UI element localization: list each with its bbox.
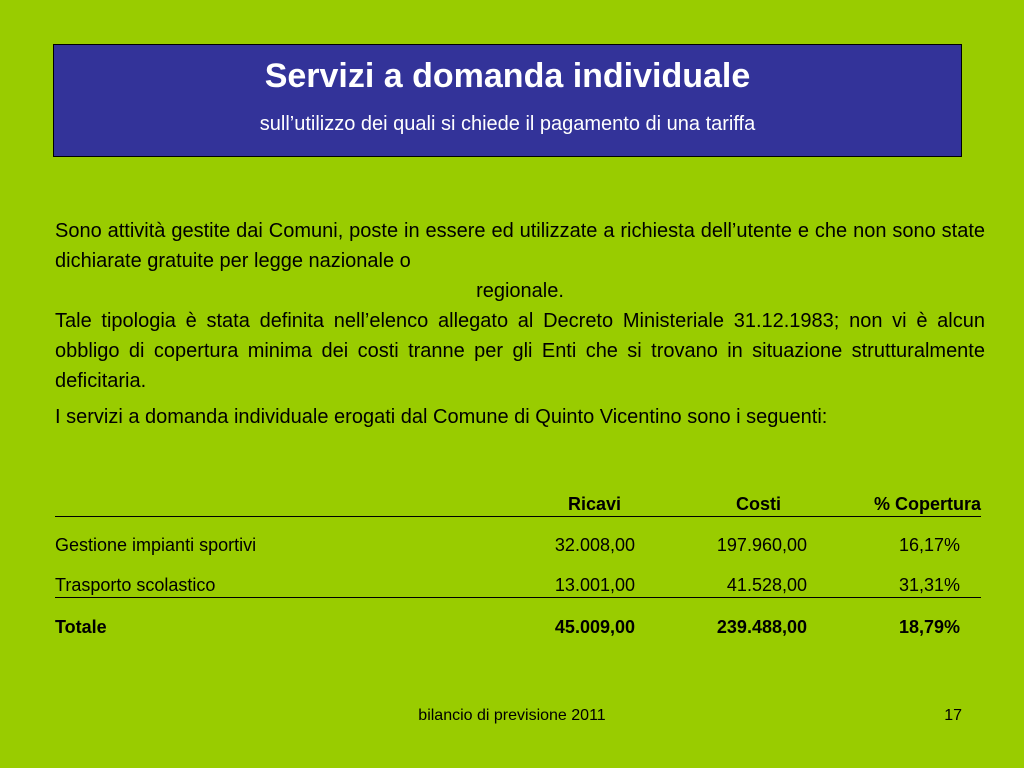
row-label: Trasporto scolastico	[55, 575, 216, 595]
table-row	[55, 573, 981, 598]
paragraph-1-end: regionale.	[476, 280, 564, 302]
row-ricavi: 32.008,00	[554, 535, 635, 555]
table-row	[55, 533, 981, 557]
row-copertura: 16,17%	[898, 535, 960, 555]
table-header	[55, 492, 981, 517]
header-copertura: % Copertura	[873, 494, 981, 514]
row-copertura: 18,79%	[898, 617, 960, 637]
page-number: 17	[944, 707, 962, 724]
body-text	[55, 216, 985, 432]
table-row-total	[55, 615, 981, 639]
row-ricavi: 45.009,00	[554, 617, 635, 637]
slide-title: Servizi a domanda individuale	[264, 57, 751, 95]
row-label: Gestione impianti sportivi	[55, 535, 257, 555]
row-label: Totale	[55, 617, 107, 637]
row-costi: 239.488,00	[716, 617, 807, 637]
slide-subtitle: sull’utilizzo dei quali si chiede il pagamento di una tariffa	[259, 113, 756, 135]
header-costi: Costi	[736, 494, 781, 514]
row-costi: 197.960,00	[716, 535, 807, 555]
title-box	[53, 44, 962, 157]
row-costi: 41.528,00	[726, 575, 807, 595]
paragraph-1: Sono attività gestite dai Comuni, poste in essere ed utilizzate a richiesta dell’utente e che non sono state dichiarate gratuite per legge nazionale o	[55, 220, 985, 272]
paragraph-3: I servizi a domanda individuale erogati dal Comune di Quinto Vicentino sono i seguenti:	[55, 406, 828, 428]
footer-caption: bilancio di previsione 2011	[418, 707, 606, 724]
row-ricavi: 13.001,00	[554, 575, 635, 595]
row-copertura: 31,31%	[898, 575, 960, 595]
paragraph-2: Tale tipologia è stata definita nell’elenco allegato al Decreto Ministeriale 31.12.1983; non vi è alcun obbligo di copertura minima dei costi tranne per gli Enti che si trovano in situazione strutturalmente deficitaria.	[55, 310, 985, 392]
header-ricavi: Ricavi	[567, 494, 621, 514]
